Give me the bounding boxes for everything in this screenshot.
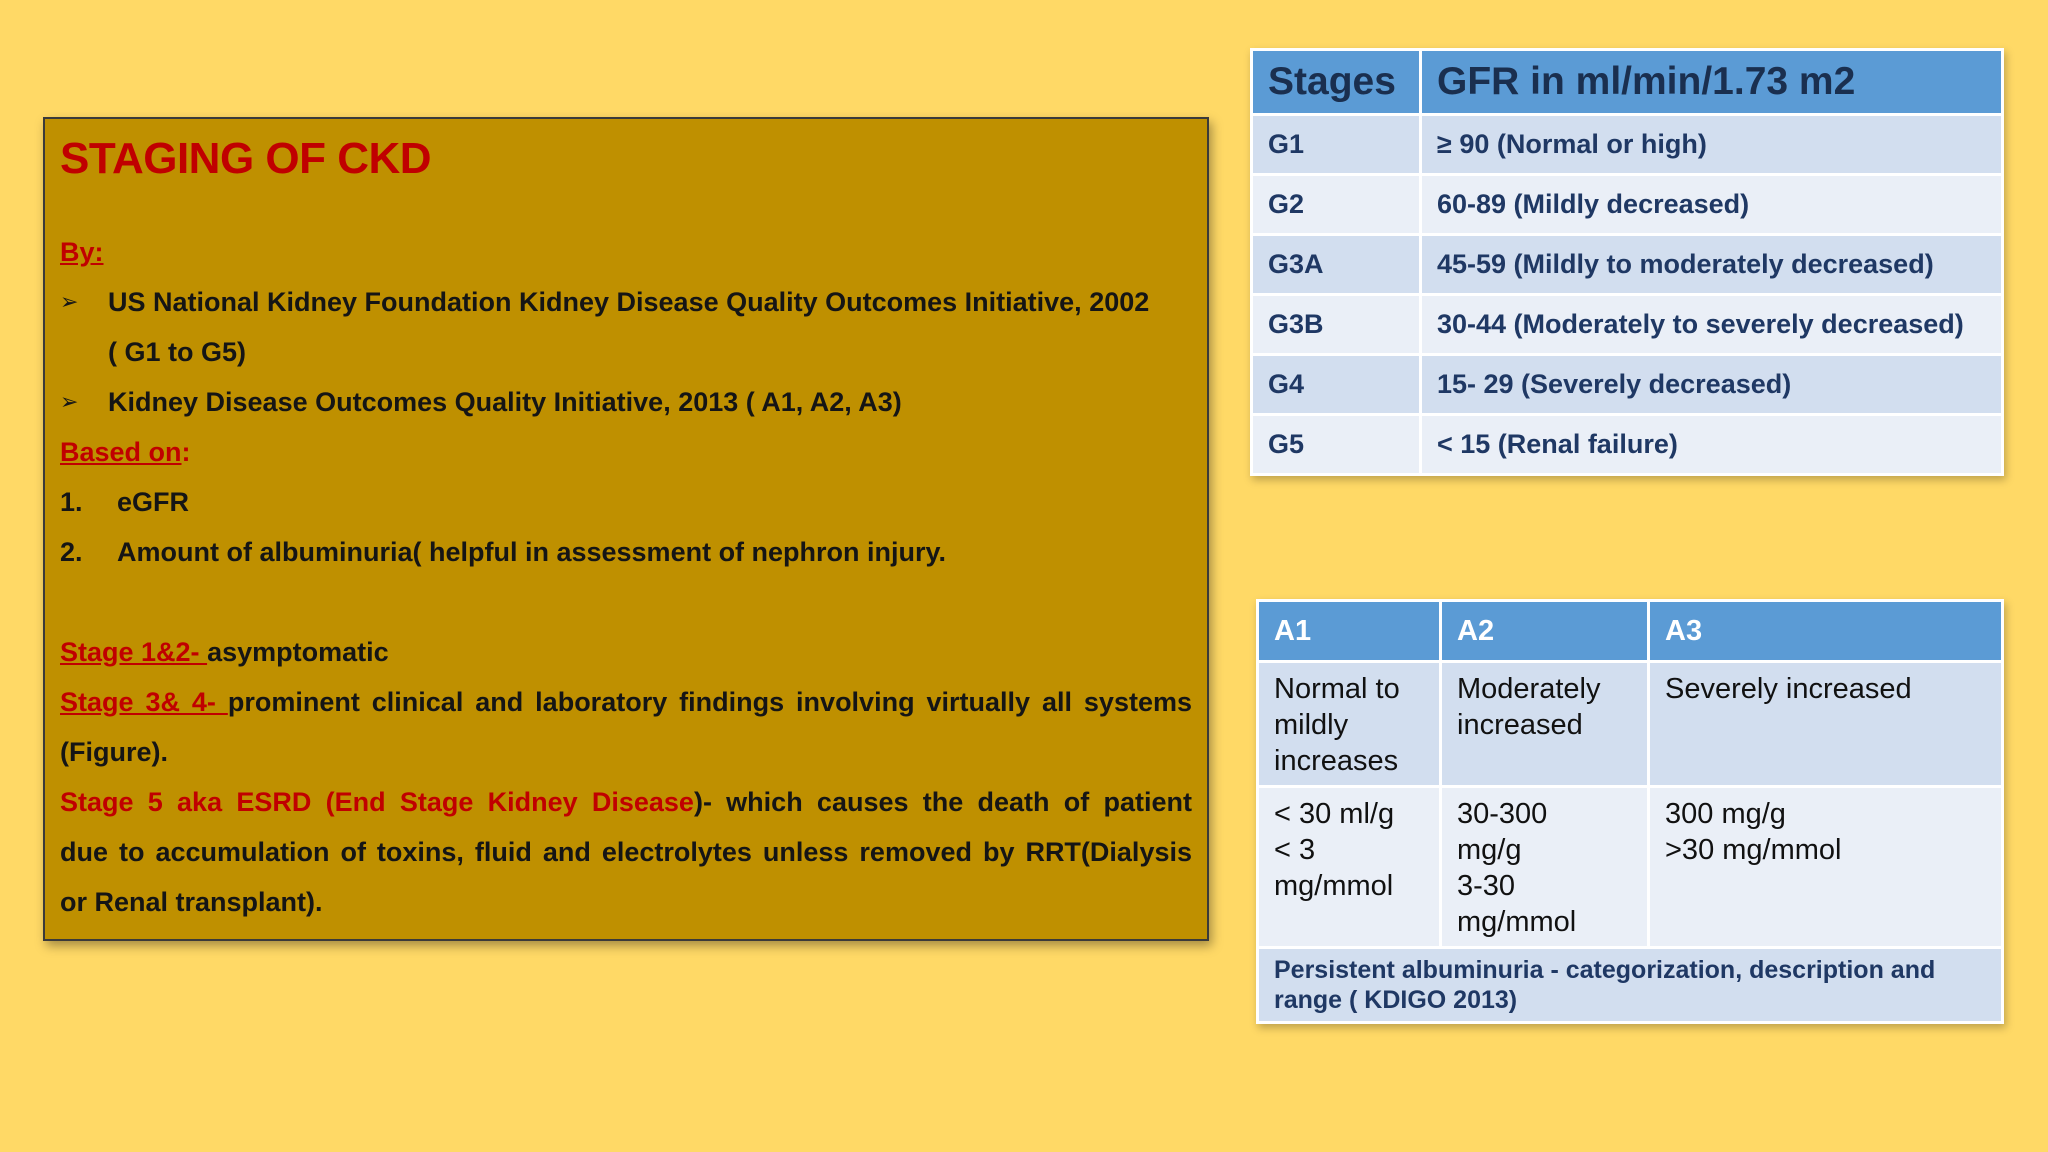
table-cell: 30-300 mg/g 3-30 mg/mmol (1441, 787, 1649, 948)
stage-5-line-cont: due to accumulation of toxins, fluid and electrolytes unless removed by RRT(Dialysis (60, 837, 1192, 867)
table-row: G3A 45-59 (Mildly to moderately decreased) (1252, 235, 2003, 295)
by-label: By: (60, 237, 104, 267)
table-header-row (1258, 601, 2003, 662)
bullet-text: US National Kidney Foundation Kidney Disease Quality Outcomes Initiative, 2002 (108, 287, 1150, 317)
based-on-heading: Based on: (60, 437, 191, 467)
numbered-text: eGFR (117, 487, 190, 517)
numbered-text: Amount of albuminuria( helpful in assessment of nephron injury. (117, 537, 947, 567)
bullet-text: ( G1 to G5) (108, 337, 247, 367)
stage-3-4-line: Stage 3& 4- prominent clinical and laboratory findings involving virtually all systems (60, 687, 1192, 717)
table-row: G5 < 15 (Renal failure) (1252, 415, 2003, 475)
list-item (60, 277, 1192, 327)
list-item (60, 377, 1192, 427)
table-cell: < 30 ml/g < 3 mg/mmol (1258, 787, 1441, 948)
table-cell: Moderately increased (1441, 662, 1649, 787)
stage-3-4-line-cont: (Figure). (60, 737, 168, 767)
table-row: G3B 30-44 (Moderately to severely decreased) (1252, 295, 2003, 355)
bullet-text: Kidney Disease Outcomes Quality Initiative, 2013 ( A1, A2, A3) (108, 387, 902, 417)
table-row (1258, 787, 2003, 948)
table-cell: Normal to mildly increases (1258, 662, 1441, 787)
table-row (1258, 662, 2003, 787)
column-header: A2 (1441, 601, 1649, 662)
list-item: 2. Amount of albuminuria( helpful in assessment of nephron injury. (60, 527, 1192, 577)
table-cell: 300 mg/g >30 mg/mmol (1649, 787, 2003, 948)
table-caption-row (1258, 948, 2003, 1023)
page-title: STAGING OF CKD (60, 134, 432, 183)
table-row: G1 ≥ 90 (Normal or high) (1252, 115, 2003, 175)
table-header-row (1252, 50, 2003, 115)
stage-1-2-line: Stage 1&2- asymptomatic (60, 637, 389, 667)
column-header: A1 (1258, 601, 1441, 662)
column-header: Stages (1252, 50, 1421, 115)
table-row: G4 15- 29 (Severely decreased) (1252, 355, 2003, 415)
column-header: A3 (1649, 601, 2003, 662)
arrow-bullet-icon: ➢ (60, 289, 79, 314)
stage-5-line: Stage 5 aka ESRD (End Stage Kidney Disease)- which causes the death of patient (60, 787, 1192, 817)
albuminuria-table (1256, 599, 2004, 1024)
stage-5-line-end: or Renal transplant). (60, 887, 323, 917)
table-cell: Severely increased (1649, 662, 2003, 787)
staging-panel (43, 117, 1209, 941)
column-header: GFR in ml/min/1.73 m2 (1421, 50, 2003, 115)
table-caption: Persistent albuminuria - categorization, description and range ( KDIGO 2013) (1258, 948, 2003, 1023)
table-row: G2 60-89 (Mildly decreased) (1252, 175, 2003, 235)
arrow-bullet-icon: ➢ (60, 389, 79, 414)
gfr-stages-table (1250, 48, 2004, 476)
list-item: 1. eGFR (60, 477, 1192, 527)
list-item (60, 327, 1192, 377)
